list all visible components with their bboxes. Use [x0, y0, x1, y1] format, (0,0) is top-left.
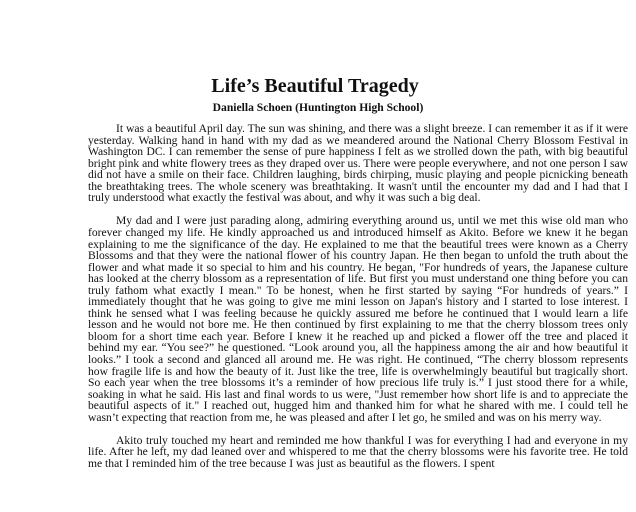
- paragraph: My dad and I were just parading along, admiring everything around us, until we met this wise old man who forever changed my life. He kindly approached us and introduced himself as Akito. Before we knew it he began explaining to me the significance of the day. He explained to me that the beautiful trees were known as a Cherry Blossoms and that they were the national flower of his country Japan. He then began to unfold the truth about the flower and what made it so special to him and his country. He began, "For hundreds of years, the Japanese culture has looked at the cherry blossom as a representation of life. But first you must understand one thing before you can truly fathom what exactly I mean." To be honest, when he first started by saying “For hundreds of years.” I immediately thought that he was going to give me mini lesson on Japan's history and I started to lose interest. I think he sensed what I was feeling because he quickly assured me before he continued that I would learn a life lesson and he would not bore me. He then continued by first explaining to me that the cherry blossom trees only bloom for a short time each year. Before I knew it he reached up and picked a flower off the tree and placed it behind my ear. “You see?” he questioned. “Look around you, all the happiness among the air and how beautiful it looks.” I took a second and glanced all around me. He was right. He continued, “The cherry blossom represents how fragile life is and how the beauty of it. Just like the tree, life is overwhelmingly beautiful but tragically short. So each year when the tree blossoms it’s a reminder of how precious life truly is.” I just stood there for a while, soaking in what he said. His last and final words to us were, "Just remember how short life is and to appreciate the beautiful aspects of it." I reached out, hugged him and thanked him for what he shared with me. I could tell he wasn’t expecting that reaction from me, he was pleased and after I let go, he smiled and was on his merry way.: [88, 214, 628, 424]
- paragraph: It was a beautiful April day. The sun was shining, and there was a slight breeze. I can remember it as if it were yesterday. Walking hand in hand with my dad as we meandered around the National Cherry Blossom Festival in Washington DC. I can remember the sense of pure happiness I felt as we strolled down the path, with big beautiful bright pink and white flowery trees as they draped over us. There were people everywhere, and not one person I saw did not have a smile on their face. Children laughing, birds chirping, music playing and people picnicking beneath the breathtaking trees. The whole scenery was breathtaking. It wasn't until the encounter my dad and I had that I truly understood what exactly the festival was about, and why it was such a big deal.: [88, 122, 628, 205]
- essay-body: [88, 123, 628, 481]
- author-byline: Daniella Schoen (Huntington High School): [212, 101, 424, 114]
- paragraph: Akito truly touched my heart and reminded me how thankful I was for everything I had and everyone in my life. After he left, my dad leaned over and whispered to me that the cherry blossoms were his favorite tree. He told me that I reminded him of the tree because I was just as beautiful as the flowers. I spent: [88, 433, 628, 470]
- document-title: Life’s Beautiful Tragedy: [211, 75, 419, 97]
